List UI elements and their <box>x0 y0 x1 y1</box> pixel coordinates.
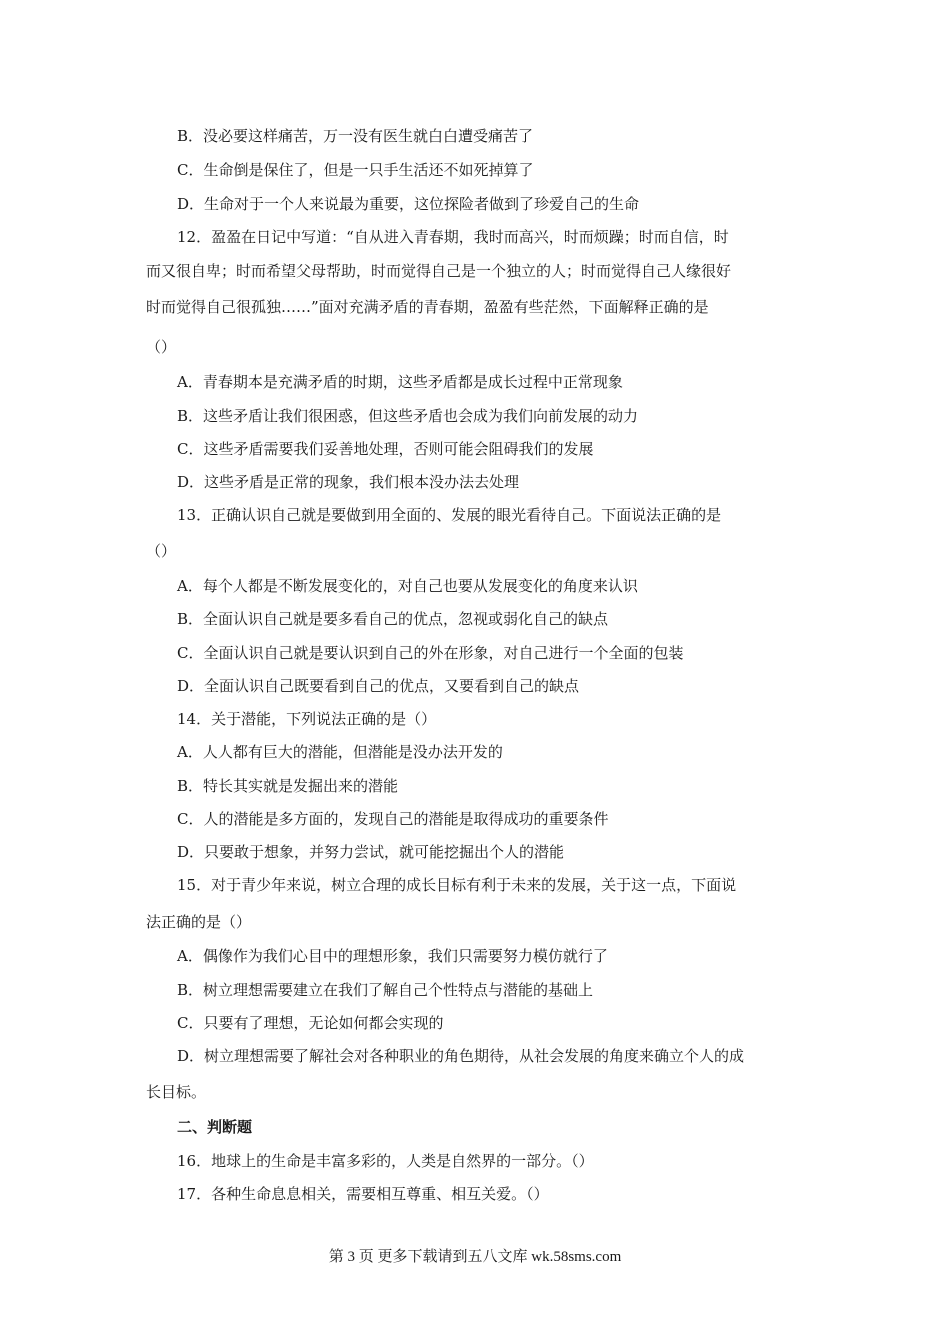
page-footer: 第 3 页 更多下载请到五八文库 wk.58sms.com <box>328 1249 622 1265</box>
q12-stem-line1: 12．盈盈在日记中写道：“自从进入青春期，我时而高兴，时而烦躁；时而自信，时 <box>177 228 729 246</box>
q12-option-c: C．这些矛盾需要我们妥善地处理，否则可能会阻碍我们的发展 <box>177 440 594 458</box>
q15-option-a: A．偶像作为我们心目中的理想形象，我们只需要努力模仿就行了 <box>177 947 608 965</box>
q15-option-c: C．只要有了理想，无论如何都会实现的 <box>177 1014 444 1032</box>
q15-option-d-line2: 长目标。 <box>146 1083 207 1101</box>
q13-option-b: B．全面认识自己就是要多看自己的优点，忽视或弱化自己的缺点 <box>177 610 609 628</box>
q11-option-b: B．没必要这样痛苦，万一没有医生就白白遭受痛苦了 <box>177 127 534 145</box>
q12-option-a: A．青春期本是充满矛盾的时期，这些矛盾都是成长过程中正常现象 <box>177 373 623 391</box>
q12-stem-line2: 而又很自卑；时而希望父母帮助，时而觉得自己是一个独立的人；时而觉得自己人缘很好 <box>146 262 732 280</box>
q13-option-a: A．每个人都是不断发展变化的，对自己也要从发展变化的角度来认识 <box>177 577 638 595</box>
q14-option-b: B．特长其实就是发掘出来的潜能 <box>177 777 399 795</box>
q17-statement: 17．各种生命息息相关，需要相互尊重、相互关爱。（） <box>177 1185 549 1203</box>
q12-stem-line4: （） <box>146 338 177 356</box>
q13-stem-line2: （） <box>146 542 177 560</box>
q15-stem-line2: 法正确的是（） <box>146 913 252 931</box>
q15-option-b: B．树立理想需要建立在我们了解自己个性特点与潜能的基础上 <box>177 981 594 999</box>
q13-option-c: C．全面认识自己就是要认识到自己的外在形象，对自己进行一个全面的包装 <box>177 644 684 662</box>
q15-stem-line1: 15．对于青少年来说，树立合理的成长目标有利于未来的发展，关于这一点，下面说 <box>177 876 737 894</box>
q14-option-c: C．人的潜能是多方面的，发现自己的潜能是取得成功的重要条件 <box>177 810 609 828</box>
q12-stem-line3: 时而觉得自己很孤独……”面对充满矛盾的青春期，盈盈有些茫然，下面解释正确的是 <box>146 298 709 316</box>
q16-statement: 16．地球上的生命是丰富多彩的，人类是自然界的一部分。（） <box>177 1152 594 1170</box>
q14-option-d: D．只要敢于想象，并努力尝试，就可能挖掘出个人的潜能 <box>177 843 565 861</box>
q12-option-b: B．这些矛盾让我们很困惑，但这些矛盾也会成为我们向前发展的动力 <box>177 407 639 425</box>
q13-option-d: D．全面认识自己既要看到自己的优点，又要看到自己的缺点 <box>177 677 580 695</box>
section-heading-judgment: 二、判断题 <box>177 1118 253 1136</box>
q14-option-a: A．人人都有巨大的潜能，但潜能是没办法开发的 <box>177 743 503 761</box>
q14-stem-line1: 14．关于潜能，下列说法正确的是（） <box>177 710 437 728</box>
q11-option-c: C．生命倒是保住了，但是一只手生活还不如死掉算了 <box>177 161 534 179</box>
q11-option-d: D．生命对于一个人来说最为重要，这位探险者做到了珍爱自己的生命 <box>177 195 640 213</box>
q12-option-d: D．这些矛盾是正常的现象，我们根本没办法去处理 <box>177 473 520 491</box>
q13-stem-line1: 13．正确认识自己就是要做到用全面的、发展的眼光看待自己。下面说法正确的是 <box>177 506 722 524</box>
q15-option-d-line1: D．树立理想需要了解社会对各种职业的角色期待，从社会发展的角度来确立个人的成 <box>177 1047 745 1065</box>
